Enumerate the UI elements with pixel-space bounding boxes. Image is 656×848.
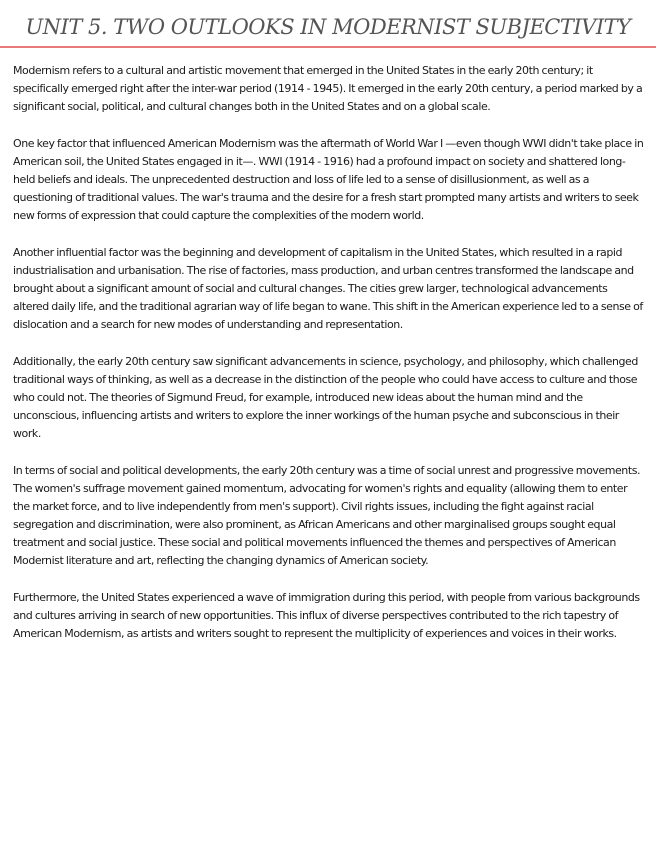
paragraph-world-war-i: One key factor that influenced American Modernism was the aftermath of World War I —even though WWI didn't take place in American soil, the United States engaged in it—. WWI (1914 - 1916) had a profound impact on society and shattered long-held beliefs and ideals. The unprecedented destruction and loss of life led to a sense of disillusionment, as well as a questioning of traditional values. The war's trauma and the desire for a fresh start prompted many artists and writers to seek new forms of expression that could capture the complexities of the modern world. bbox=[13, 137, 644, 222]
page-header bbox=[0, 0, 656, 48]
paragraph-social-political: In terms of social and political developments, the early 20th century was a time of social unrest and progressive movements. The women's suffrage movement gained momentum, advocating for women's rights and equality (allowing them to enter the market force, and to live independently from men's support). Civil rights issues, including the fight against racial segregation and discrimination, were also prominent, as African Americans and other marginalised groups sought equal treatment and social justice. These social and political movements influenced the themes and perspectives of American Modernist literature and art, reflecting the changing dynamics of American society. bbox=[13, 464, 641, 567]
paragraph-capitalism: Another influential factor was the beginning and development of capitalism in the United States, which resulted in a rapid industrialisation and urbanisation. The rise of factories, mass production, and urban centres transformed the landscape and brought about a significant amount of social and cultural changes. The cities grew larger, technological advancements altered daily life, and the traditional agrarian way of life began to wane. This shift in the American experience led to a sense of dislocation and a search for new modes of understanding and representation. bbox=[13, 246, 643, 331]
paragraph-science: Additionally, the early 20th century saw significant advancements in science, psychology, and philosophy, which challenged traditional ways of thinking, as well as a decrease in the distinction of the people who could have access to culture and those who could not. The theories of Sigmund Freud, for example, introduced new ideas about the human mind and the unconscious, influencing artists and writers to explore the inner workings of the human psyche and subconscious in their work. bbox=[13, 355, 638, 440]
page-title: UNIT 5. TWO OUTLOOKS IN MODERNIST SUBJECTIVITY bbox=[25, 15, 631, 39]
paragraph-intro: Modernism refers to a cultural and artistic movement that emerged in the United States in the early 20th century; it specifically emerged right after the inter-war period (1914 - 1945). It emerged in the early 20th century, a period marked by a significant social, political, and cultural changes both in the United States and on a global scale. bbox=[13, 64, 643, 113]
document-body bbox=[13, 62, 645, 662]
paragraph-immigration: Furthermore, the United States experienced a wave of immigration during this period, with people from various backgrounds and cultures arriving in search of new opportunities. This influx of diverse perspectives contributed to the rich tapestry of American Modernism, as artists and writers sought to represent the multiplicity of experiences and voices in their works. bbox=[13, 591, 640, 640]
